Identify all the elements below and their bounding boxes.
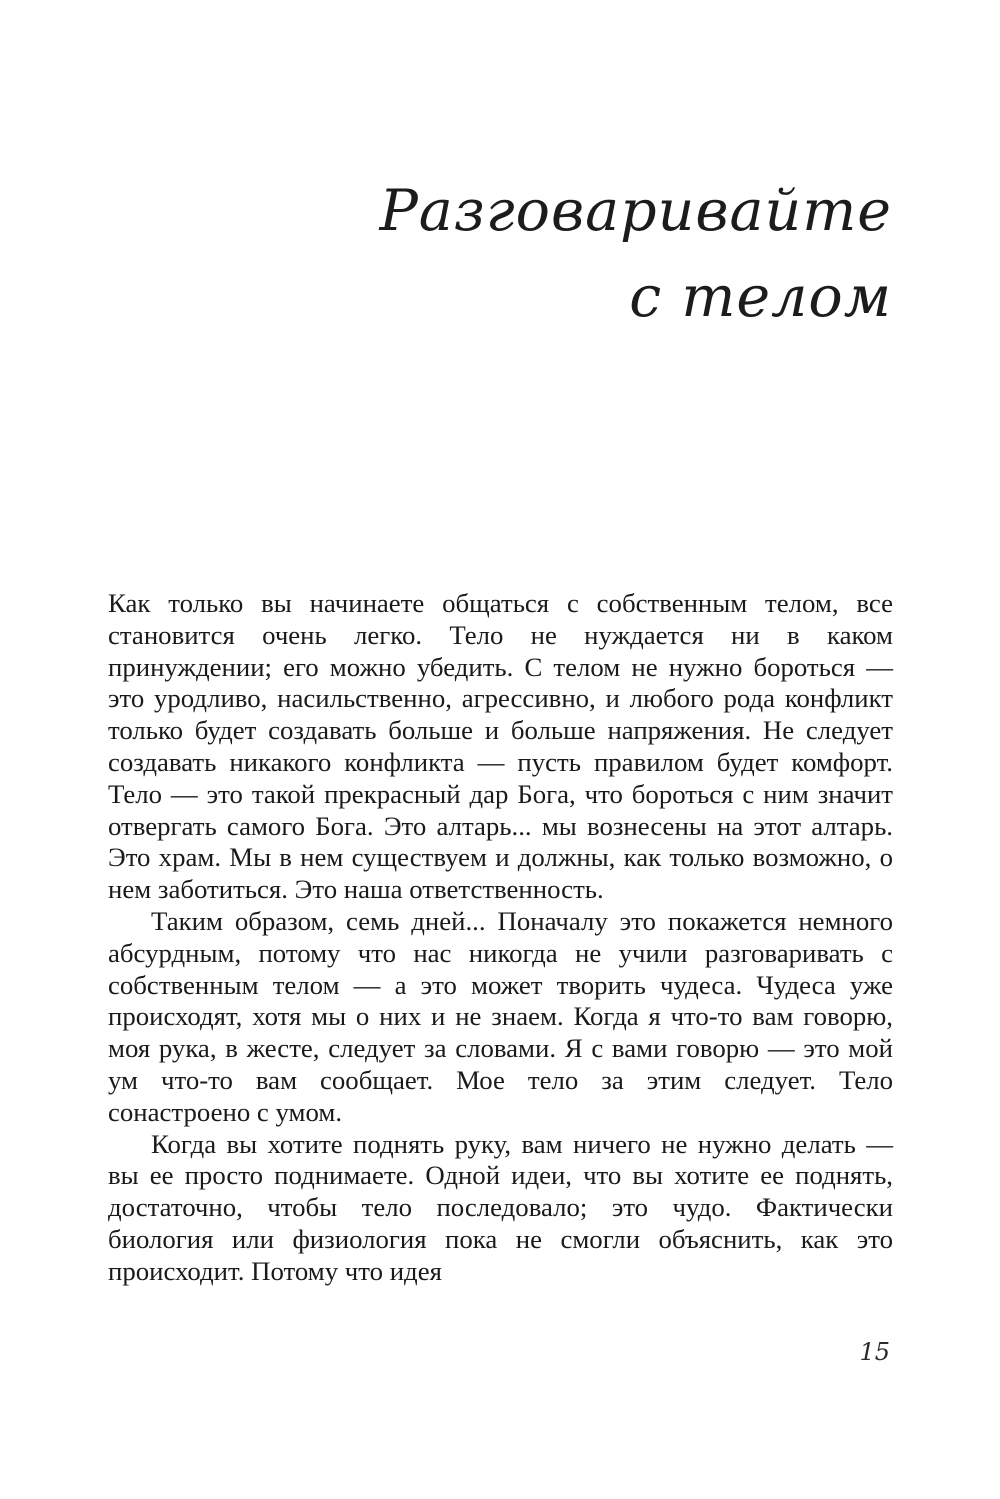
- chapter-title-line-1: Разговаривайте: [379, 178, 892, 244]
- chapter-title: [292, 168, 892, 340]
- paragraph-2: Таким образом, семь дней... Поначалу это покажется немного абсурдным, потому что нас никогда не учили разговаривать с собственным телом — а это может творить чудеса. Чудеса уже происходят, хотя мы о них и не знаем. Когда я что-то вам говорю, моя рука, в жесте, следует за словами. Я с вами говорю — это мой ум что-то вам сообщает. Мое тело за этим следует. Тело сонастроено с умом.: [108, 905, 893, 1127]
- paragraph-1: Как только вы начинаете общаться с собственным телом, все становится очень легко. Тело не нуждается ни в каком принуждении; его можно убедить. С телом не нужно бороться — это уродливо, насильственно, агрессивно, и любого рода конфликт только будет создавать больше и больше напряжения. Не следует создавать никакого конфликта — пусть правилом будет комфорт. Тело — это такой прекрасный дар Бога, что бороться с ним значит отвергать самого Бога. Это алтарь... мы вознесены на этот алтарь. Это храм. Мы в нем существуем и должны, как только возможно, о нем заботиться. Это наша ответственность.: [108, 588, 893, 905]
- chapter-title-line-2: с телом: [629, 264, 892, 330]
- body-text: [108, 588, 893, 1288]
- paragraph-3: Когда вы хотите поднять руку, вам ничего не нужно делать — вы ее просто поднимаете. Одной идеи, что вы хотите ее поднять, достаточно, чтобы тело последовало; это чудо. Фактически биология или физиология пока не смогли объяснить, как это происходит. Потому что идея: [108, 1128, 893, 1286]
- page-number: 15: [859, 1338, 890, 1366]
